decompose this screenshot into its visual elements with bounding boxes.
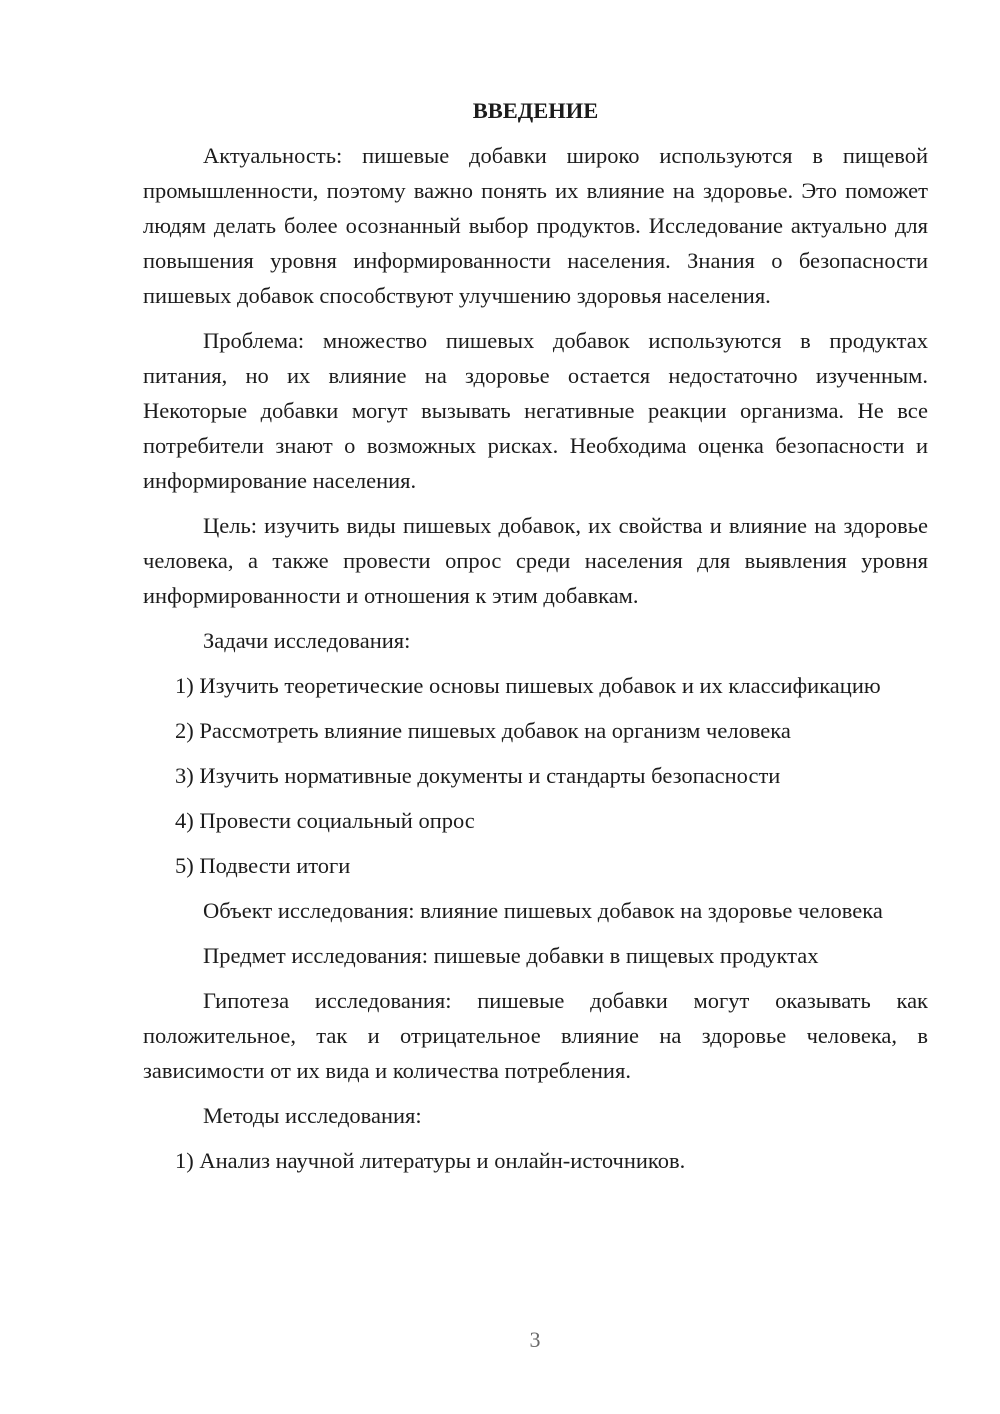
- section-heading: ВВЕДЕНИЕ: [472, 98, 599, 123]
- list-item-task-5: 5) Подвести итоги: [175, 853, 351, 878]
- list-item-method-1: 1) Анализ научной литературы и онлайн-источников.: [175, 1148, 686, 1173]
- list-item-task-4: 4) Провести социальный опрос: [175, 808, 475, 833]
- paragraph-goal: Цель: изучить виды пишевых добавок, их свойства и влияние на здоровье человека, а также провести опрос среди населения для выявления уровня информированности и отношения к этим добавкам.: [143, 513, 928, 608]
- paragraph-hypothesis: Гипотеза исследования: пишевые добавки могут оказывать как положительное, так и отрицательное влияние на здоровье человека, в зависимости от их вида и количества потребления.: [143, 988, 928, 1083]
- list-item-task-2: 2) Рассмотреть влияние пишевых добавок на организм человека: [175, 718, 791, 743]
- paragraph-problem: Проблема: множество пишевых добавок используются в продуктах питания, но их влияние на здоровье остается недостаточно изученным. Некоторые добавки могут вызывать негативные реакции организма. Не все потребители знают о возможных рисках. Необходима оценка безопасности и информирование населения.: [143, 328, 928, 493]
- paragraph-tasks-heading: Задачи исследования:: [203, 628, 411, 653]
- list-item-task-1: 1) Изучить теоретические основы пишевых добавок и их классификацию: [175, 673, 881, 698]
- list-item-task-3: 3) Изучить нормативные документы и стандарты безопасности: [175, 763, 781, 788]
- paragraph-object: Объект исследования: влияние пишевых добавок на здоровье человека: [203, 898, 883, 923]
- paragraph-relevance: Актуальность: пишевые добавки широко используются в пищевой промышленности, поэтому важно понять их влияние на здоровье. Это поможет людям делать более осознанный выбор продуктов. Исследование актуально для повышения уровня информированности населения. Знания о безопасности пишевых добавок способствуют улучшению здоровья населения.: [143, 143, 928, 308]
- page-number: 3: [529, 1327, 541, 1352]
- paragraph-methods-heading: Методы исследования:: [203, 1103, 422, 1128]
- page-content: [143, 93, 928, 1188]
- paragraph-subject: Предмет исследования: пишевые добавки в пищевых продуктах: [203, 943, 819, 968]
